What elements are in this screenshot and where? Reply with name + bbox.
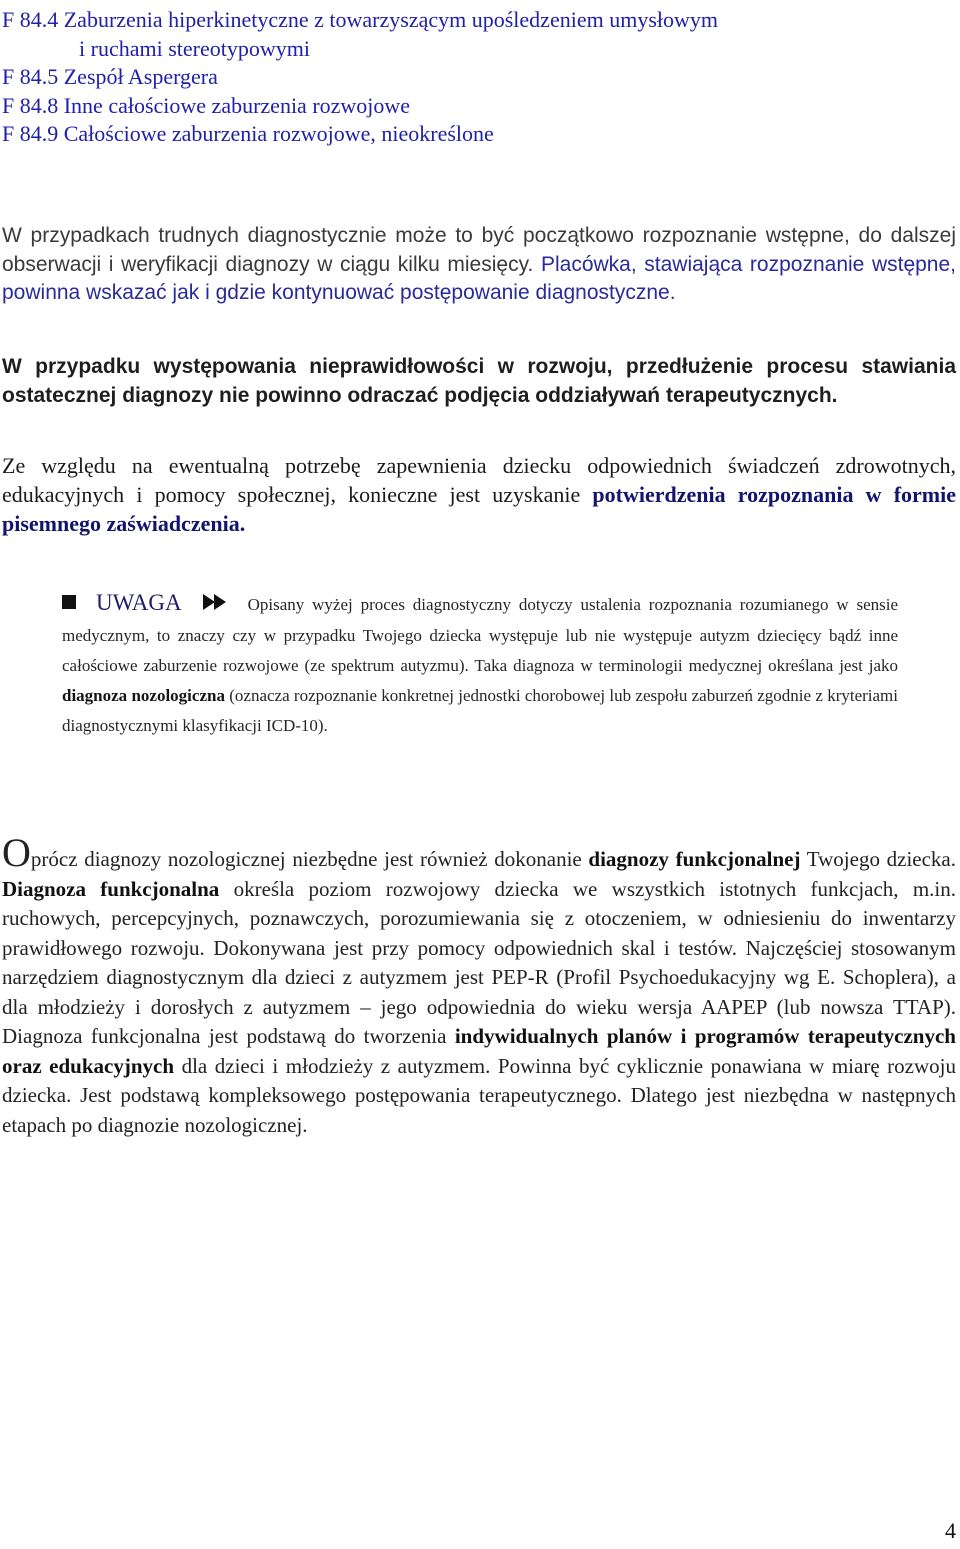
page-number: 4 (945, 1518, 956, 1543)
paragraph-cert-bold: potwierdzenia rozpoznania w formie pisemnego zaświadczenia. (2, 482, 956, 536)
func-text-4: dla dzieci i młodzieży z autyzmem. Powinna być cyklicznie ponawiana w miarę rozwoju dziecka. Jest podstawą kompleksowego postępowania terapeutycznego. Dlatego jest niezbędna w następnych etapach po diagnozie nozologicznej. (2, 1053, 956, 1137)
func-bold-2: Diagnoza funkcjonalna (2, 876, 220, 901)
icd-item-continuation: i ruchami stereotypowymi (79, 35, 310, 61)
func-text-3: określa poziom rozwojowy dziecka we wszystkich istotnych funkcjach, m.in. ruchowych, percepcyjnych, poznawczych, porozumiewania się z otoczeniem, w odniesieniu do inwentarzy prawidłowego rozwoju. Dokonywana jest przy pomocy odpowiednich skal i testów. Najczęściej stosowanym narzędziem diagnostycznym dla dzieci z autyzmem jest PEP-R (Profil Psychoedukacyjny wg E. Schoplera), a dla młodzieży i dorosłych z autyzmem – jego odpowiednia do wieku wersja AAPEP (lub nowsza TTAP). Diagnoza funkcjonalna jest podstawą do tworzenia (2, 876, 956, 1048)
func-text-2: Twojego dziecka. (800, 847, 956, 871)
icd-item (2, 6, 932, 63)
icd-item-text: F 84.4 Zaburzenia hiperkinetyczne z towarzyszącym upośledzeniem umysłowym (2, 7, 718, 32)
func-bold-3: indywidualnych planów i programów terapeutycznych oraz edukacyjnych (2, 1024, 956, 1078)
icd-item-text: F 84.8 Inne całościowe zaburzenia rozwojowe (2, 92, 411, 118)
uwaga-title: UWAGA (96, 590, 182, 615)
paragraph-cert-text: Ze względu na ewentualną potrzebę zapewnienia dziecku odpowiednich świadczeń zdrowotnych, edukacyjnych i pomocy społecznej, konieczne jest uzyskanie (2, 453, 956, 507)
uwaga-text-part2: (oznacza rozpoznanie konkretnej jednostki chorobowej lub zespołu zaburzeń zgodnie z kryteriami diagnostycznymi klasyfikacji ICD-10). (62, 686, 899, 735)
paragraph-functional-diagnosis (2, 830, 956, 1140)
paragraph-written-certificate (2, 451, 956, 538)
paragraph-initial-diagnosis (2, 222, 956, 308)
icd-item-text: F 84.9 Całościowe zaburzenia rozwojowe, nieokreślone (2, 121, 494, 146)
square-bullet-icon (62, 595, 76, 609)
icd-item (2, 63, 932, 92)
paragraph-therapy-not-delayed (2, 353, 956, 410)
uwaga-bold-term: diagnoza nozologiczna (62, 686, 225, 705)
icd-item (2, 120, 932, 149)
func-bold-1: diagnozy funkcjonalnej (588, 847, 801, 871)
uwaga-text-part1: Opisany wyżej proces diagnostyczny dotyczy ustalenia rozpoznania rozumianego w sensie medycznym, to znaczy czy w przypadku Twojego dziecka występuje lub nie występuje autyzm dziecięcy bądź inne całościowe zaburzenie rozwojowe (ze spektrum autyzmu). Taka diagnoza w terminologii medycznej określana jest jako (62, 595, 898, 675)
paragraph-initial-part2: Placówka, stawiająca rozpoznanie wstępne, powinna wskazać jak i gdzie kontynuować postępowanie diagnostyczne. (2, 252, 956, 304)
paragraph-bold-text: W przypadku występowania nieprawidłowości w rozwoju, przedłużenie procesu stawiania ostatecznej diagnozy nie powinno odraczać podjęcia oddziaływań terapeutycznych. (2, 355, 956, 407)
double-arrow-icon (202, 591, 228, 621)
icd-item-text: F 84.5 Zespół Aspergera (2, 64, 218, 89)
func-text-1: prócz diagnozy nozologicznej niezbędne jest również dokonanie (30, 847, 589, 871)
icd-item (2, 92, 932, 121)
paragraph-initial-part1: W przypadkach trudnych diagnostycznie może to być początkowo rozpoznanie wstępne, do dalszej obserwacji i weryfikacji diagnozy w ciągu kilku miesięcy. (2, 224, 956, 276)
drop-cap: O (2, 830, 31, 875)
icd-code-list (2, 6, 932, 149)
uwaga-note (62, 588, 898, 741)
